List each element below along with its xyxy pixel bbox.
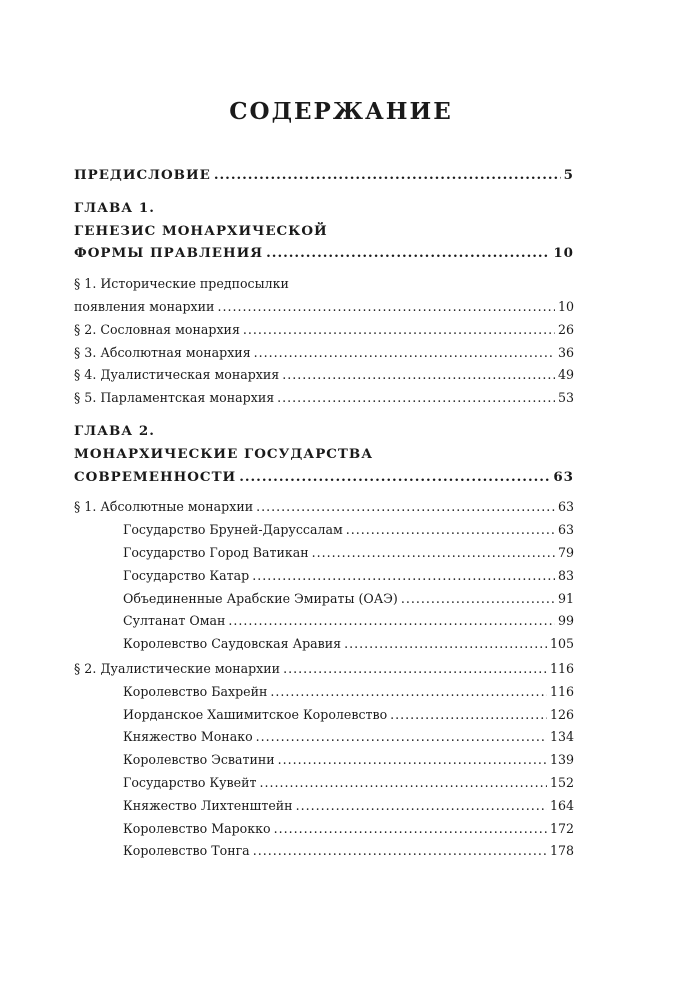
toc-entry-text: Султанат Оман [123, 613, 226, 629]
dot-leader [254, 342, 555, 365]
dot-leader [252, 565, 555, 588]
toc-entry-text: Королевство Саудовская Аравия [123, 636, 342, 652]
toc-entry-1-5[interactable] [74, 387, 574, 410]
toc-subentry[interactable] [74, 772, 574, 795]
toc-entry-text: Государство Кувейт [123, 774, 257, 790]
toc-subentry[interactable] [74, 519, 574, 542]
dot-leader [390, 704, 547, 727]
chapter-1-title-line-1: ГЕНЕЗИС МОНАРХИЧЕСКОЙ [74, 222, 328, 239]
toc-entry-text: Королевство Бахрейн [123, 683, 268, 699]
toc-page-number: 178 [549, 843, 574, 859]
toc-entry-1-2[interactable] [74, 319, 574, 342]
toc-entry-chapter-1[interactable] [74, 242, 574, 265]
dot-leader [283, 658, 547, 681]
toc-page-number: 10 [557, 298, 574, 314]
toc-entry-text: Государство Город Ватикан [123, 544, 309, 560]
toc-entry-text: Королевство Эсватини [123, 752, 275, 768]
toc-entry-chapter-2[interactable] [74, 466, 574, 489]
toc-entry-text: Княжество Монако [123, 729, 253, 745]
toc-subentry[interactable] [74, 704, 574, 727]
toc-entry-text: § 2. Дуалистические монархии [74, 660, 281, 676]
toc-entry-text: появления монархии [74, 298, 215, 314]
toc-subentry[interactable] [74, 542, 574, 565]
toc-subentry[interactable] [74, 610, 574, 633]
toc-subentry[interactable] [74, 726, 574, 749]
toc-entry-preface[interactable] [74, 164, 574, 187]
toc-page-number: 53 [557, 390, 574, 406]
dot-leader [274, 818, 547, 841]
toc-subentry[interactable] [74, 749, 574, 772]
toc-page-number: 116 [549, 683, 574, 699]
toc-entry-1-1-line-1: § 1. Исторические предпосылки [74, 276, 289, 292]
chapter-1-title-line-2: ФОРМЫ ПРАВЛЕНИЯ [74, 245, 264, 262]
toc-entry-text: § 2. Сословная монархия [74, 321, 240, 337]
toc-page-number: 10 [553, 245, 574, 262]
toc-entry-text: Королевство Тонга [123, 843, 250, 859]
dot-leader [228, 610, 555, 633]
dot-leader [256, 726, 547, 749]
toc-page-number: 63 [553, 468, 574, 485]
toc-page-number: 79 [557, 544, 574, 560]
toc-page-number: 134 [549, 729, 574, 745]
toc-entry-text: § 4. Дуалистическая монархия [74, 367, 280, 383]
toc-page-number: 83 [557, 567, 574, 583]
toc-page-number: 49 [557, 367, 574, 383]
dot-leader [277, 387, 555, 410]
chapter-2-number: ГЛАВА 2. [74, 422, 155, 439]
table-of-contents [74, 164, 574, 863]
toc-page-number: 36 [557, 344, 574, 360]
dot-leader [278, 749, 547, 772]
toc-entry-text: § 3. Абсолютная монархия [74, 344, 251, 360]
toc-entry-text: Иорданское Хашимитское Королевство [123, 706, 388, 722]
chapter-2-title-line-1: МОНАРХИЧЕСКИЕ ГОСУДАРСТВА [74, 445, 374, 462]
toc-entry-text: Королевство Марокко [123, 820, 271, 836]
toc-entry-text: § 1. Абсолютные монархии [74, 499, 254, 515]
toc-entry-text: Государство Катар [123, 567, 250, 583]
toc-subentry[interactable] [74, 588, 574, 611]
chapter-2-title-line-2: СОВРЕМЕННОСТИ [74, 468, 237, 485]
dot-leader [266, 242, 550, 265]
toc-entry-1-1[interactable] [74, 296, 574, 319]
toc-entry-text: Государство Бруней-Даруссалам [123, 522, 343, 538]
toc-page-number: 139 [549, 752, 574, 768]
toc-entry-text: ПРЕДИСЛОВИЕ [74, 167, 211, 183]
toc-subentry[interactable] [74, 681, 574, 704]
dot-leader [217, 296, 555, 319]
dot-leader [401, 588, 555, 611]
toc-page-number: 26 [557, 321, 574, 337]
toc-entry-text: Объединенные Арабские Эмираты (ОАЭ) [123, 590, 398, 606]
toc-subentry[interactable] [74, 840, 574, 863]
toc-entry-2-2[interactable] [74, 658, 574, 681]
dot-leader [214, 164, 561, 187]
chapter-1-number: ГЛАВА 1. [74, 199, 155, 216]
dot-leader [312, 542, 555, 565]
dot-leader [239, 466, 550, 489]
toc-page-number: 91 [557, 590, 574, 606]
toc-subentry[interactable] [74, 795, 574, 818]
toc-entry-2-1[interactable] [74, 496, 574, 519]
dot-leader [253, 840, 547, 863]
dot-leader [259, 772, 546, 795]
dot-leader [256, 496, 555, 519]
toc-page-number: 5 [563, 167, 574, 183]
toc-entry-1-4[interactable] [74, 364, 574, 387]
toc-entry-text: § 5. Парламентская монархия [74, 390, 275, 406]
dot-leader [296, 795, 547, 818]
toc-subentry[interactable] [74, 633, 574, 656]
dot-leader [346, 519, 555, 542]
toc-page-number: 105 [549, 636, 574, 652]
toc-page-number: 63 [557, 522, 574, 538]
dot-leader [270, 681, 547, 704]
toc-page-number: 63 [557, 499, 574, 515]
toc-entry-1-3[interactable] [74, 342, 574, 365]
page-title: СОДЕРЖАНИЕ [229, 98, 453, 125]
toc-page-number: 116 [549, 660, 574, 676]
toc-entry-text: Княжество Лихтенштейн [123, 797, 293, 813]
toc-subentry[interactable] [74, 565, 574, 588]
toc-subentry[interactable] [74, 818, 574, 841]
toc-page-number: 126 [549, 706, 574, 722]
toc-page-number: 99 [557, 613, 574, 629]
toc-page-number: 164 [549, 797, 574, 813]
toc-page-number: 172 [549, 820, 574, 836]
dot-leader [243, 319, 555, 342]
dot-leader [282, 364, 555, 387]
dot-leader [344, 633, 547, 656]
toc-page-number: 152 [549, 774, 574, 790]
